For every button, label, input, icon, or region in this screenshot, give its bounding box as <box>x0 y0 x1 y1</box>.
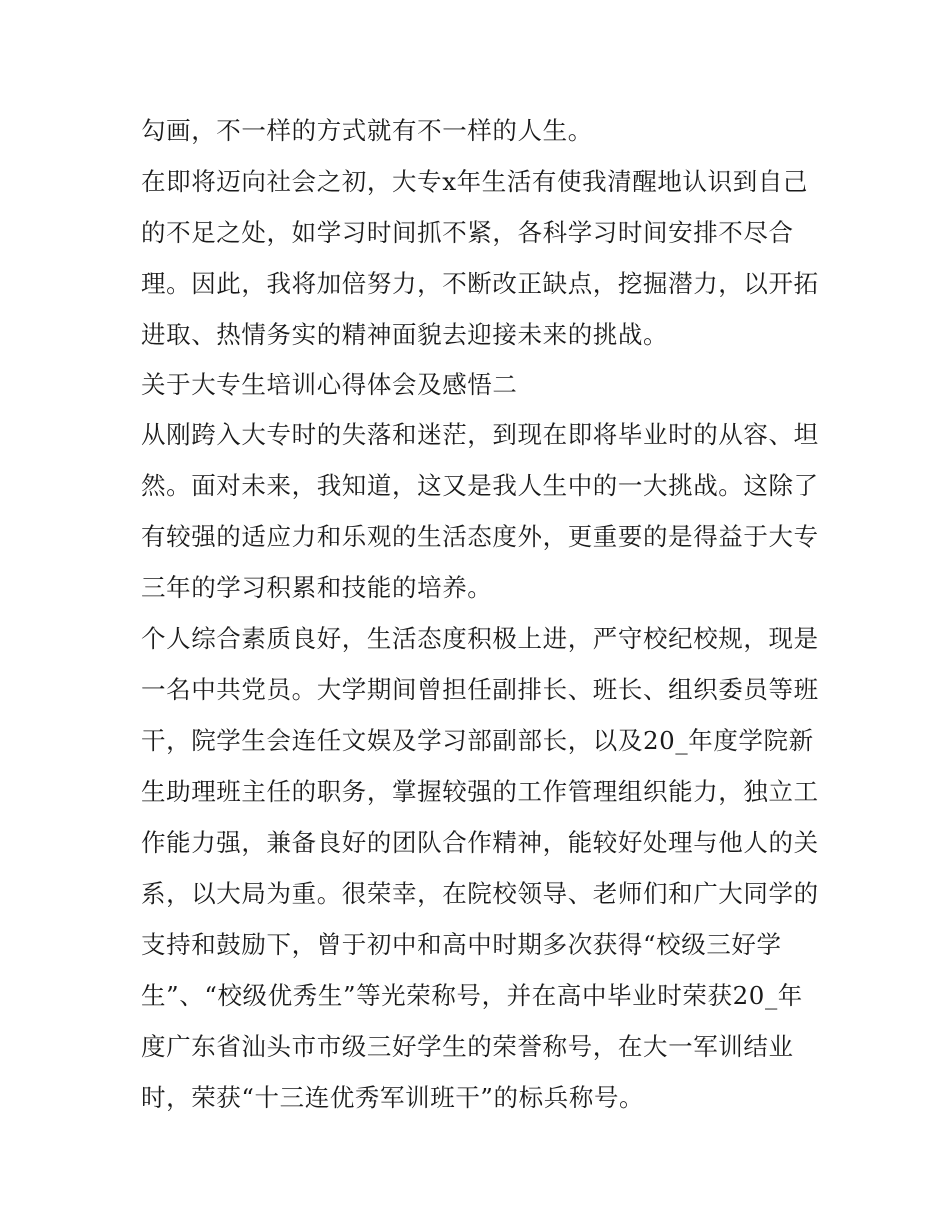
text-line: 时，荣获“十三连优秀军训班干”的标兵称号。 <box>141 1083 645 1112</box>
text-line: 勾画，不一样的方式就有不一样的人生。 <box>141 116 593 145</box>
text-line: 三年的学习积累和技能的培养。 <box>141 573 493 602</box>
text-line: 理。因此，我将加倍努力，不断改正缺点，挖掘潜力，以开拓 <box>141 269 819 298</box>
text-line: 作能力强，兼备良好的团队合作精神，能较好处理与他人的关 <box>141 828 819 857</box>
text-line: 干，院学生会连任文娱及学习部副部长，以及20_年度学院新 <box>141 726 814 755</box>
text-line: 的不足之处，如学习时间抓不紧，各科学习时间安排不尽合 <box>141 218 794 247</box>
text-line: 生助理班主任的职务，掌握较强的工作管理组织能力，独立工 <box>141 777 819 806</box>
section-heading: 关于大专生培训心得体会及感悟二 <box>141 370 518 399</box>
text-line: 支持和鼓励下，曾于初中和高中时期多次获得“校级三好学 <box>141 930 782 959</box>
document-body <box>141 105 821 1123</box>
text-line: 系，以大局为重。很荣幸，在院校领导、老师们和广大同学的 <box>141 879 819 908</box>
text-line: 生”、“校级优秀生”等光荣称号，并在高中毕业时荣获20_年 <box>141 981 803 1010</box>
text-line: 在即将迈向社会之初，大专x年生活有使我清醒地认识到自己 <box>141 167 809 196</box>
text-line: 个人综合素质良好，生活态度积极上进，严守校纪校规，现是 <box>141 624 819 653</box>
text-line: 然。面对未来，我知道，这又是我人生中的一大挑战。这除了 <box>141 471 819 500</box>
text-line: 一名中共党员。大学期间曾担任副排长、班长、组织委员等班 <box>141 675 819 704</box>
text-line: 有较强的适应力和乐观的生活态度外，更重要的是得益于大专 <box>141 522 819 551</box>
text-line: 进取、热情务实的精神面貌去迎接未来的挑战。 <box>141 320 669 349</box>
text-line: 从刚跨入大专时的失落和迷茫，到现在即将毕业时的从容、坦 <box>141 420 819 449</box>
text-line: 度广东省汕头市市级三好学生的荣誉称号，在大一军训结业 <box>141 1032 794 1061</box>
